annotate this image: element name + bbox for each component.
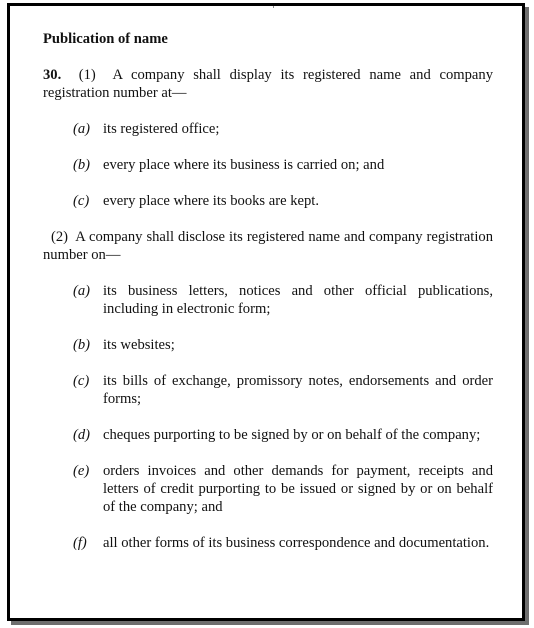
section-number: 30. (43, 67, 62, 83)
list-item-text: cheques purporting to be signed by or on behalf of the company; (103, 427, 481, 443)
list-item (43, 192, 493, 210)
document-body (43, 30, 493, 570)
list-item-text: its business letters, notices and other official publications, including in electronic form; (103, 283, 493, 317)
document-frame (7, 3, 525, 621)
list-item-label: (a) (73, 121, 91, 137)
list-item-text: every place where its books are kept. (103, 193, 319, 209)
list-item-text: every place where its business is carried on; and (103, 157, 385, 173)
list-item-label: (c) (73, 193, 90, 209)
list-item-text: its registered office; (103, 121, 220, 137)
list-item-label: (b) (73, 157, 91, 173)
list-item-label: (a) (73, 283, 91, 299)
subsection-1-marker: (1) (78, 67, 96, 83)
list-item (43, 156, 493, 174)
section-heading: Publication of name (43, 31, 168, 47)
list-item-text: its websites; (103, 337, 175, 353)
subsection-2-marker: (2) (51, 229, 69, 245)
list-item-label: (b) (73, 337, 91, 353)
list-item (43, 462, 493, 516)
list-item-text: orders invoices and other demands for payment, receipts and letters of credit purporting to be issued or signed by or on behalf of the company; and (103, 463, 493, 515)
list-item (43, 534, 493, 552)
list-item-label: (d) (73, 427, 91, 443)
subsection-1-text: A company shall display its registered name and company registration number at— (43, 67, 494, 101)
list-item-label: (e) (73, 463, 90, 479)
list-item-label: (f) (73, 535, 87, 551)
scan-artifact-mark (273, 5, 274, 8)
list-item-text: its bills of exchange, promissory notes, endorsements and order forms; (103, 373, 493, 407)
subsection-2-text: A company shall disclose its registered name and company registration number on— (43, 229, 493, 263)
list-item (43, 282, 493, 318)
subsection-2 (43, 228, 493, 264)
list-item-text: all other forms of its business correspondence and documentation. (103, 535, 490, 551)
list-item (43, 336, 493, 354)
list-item (43, 426, 493, 444)
subsection-1 (43, 66, 493, 102)
list-item (43, 120, 493, 138)
list-item-label: (c) (73, 373, 90, 389)
list-item (43, 372, 493, 408)
